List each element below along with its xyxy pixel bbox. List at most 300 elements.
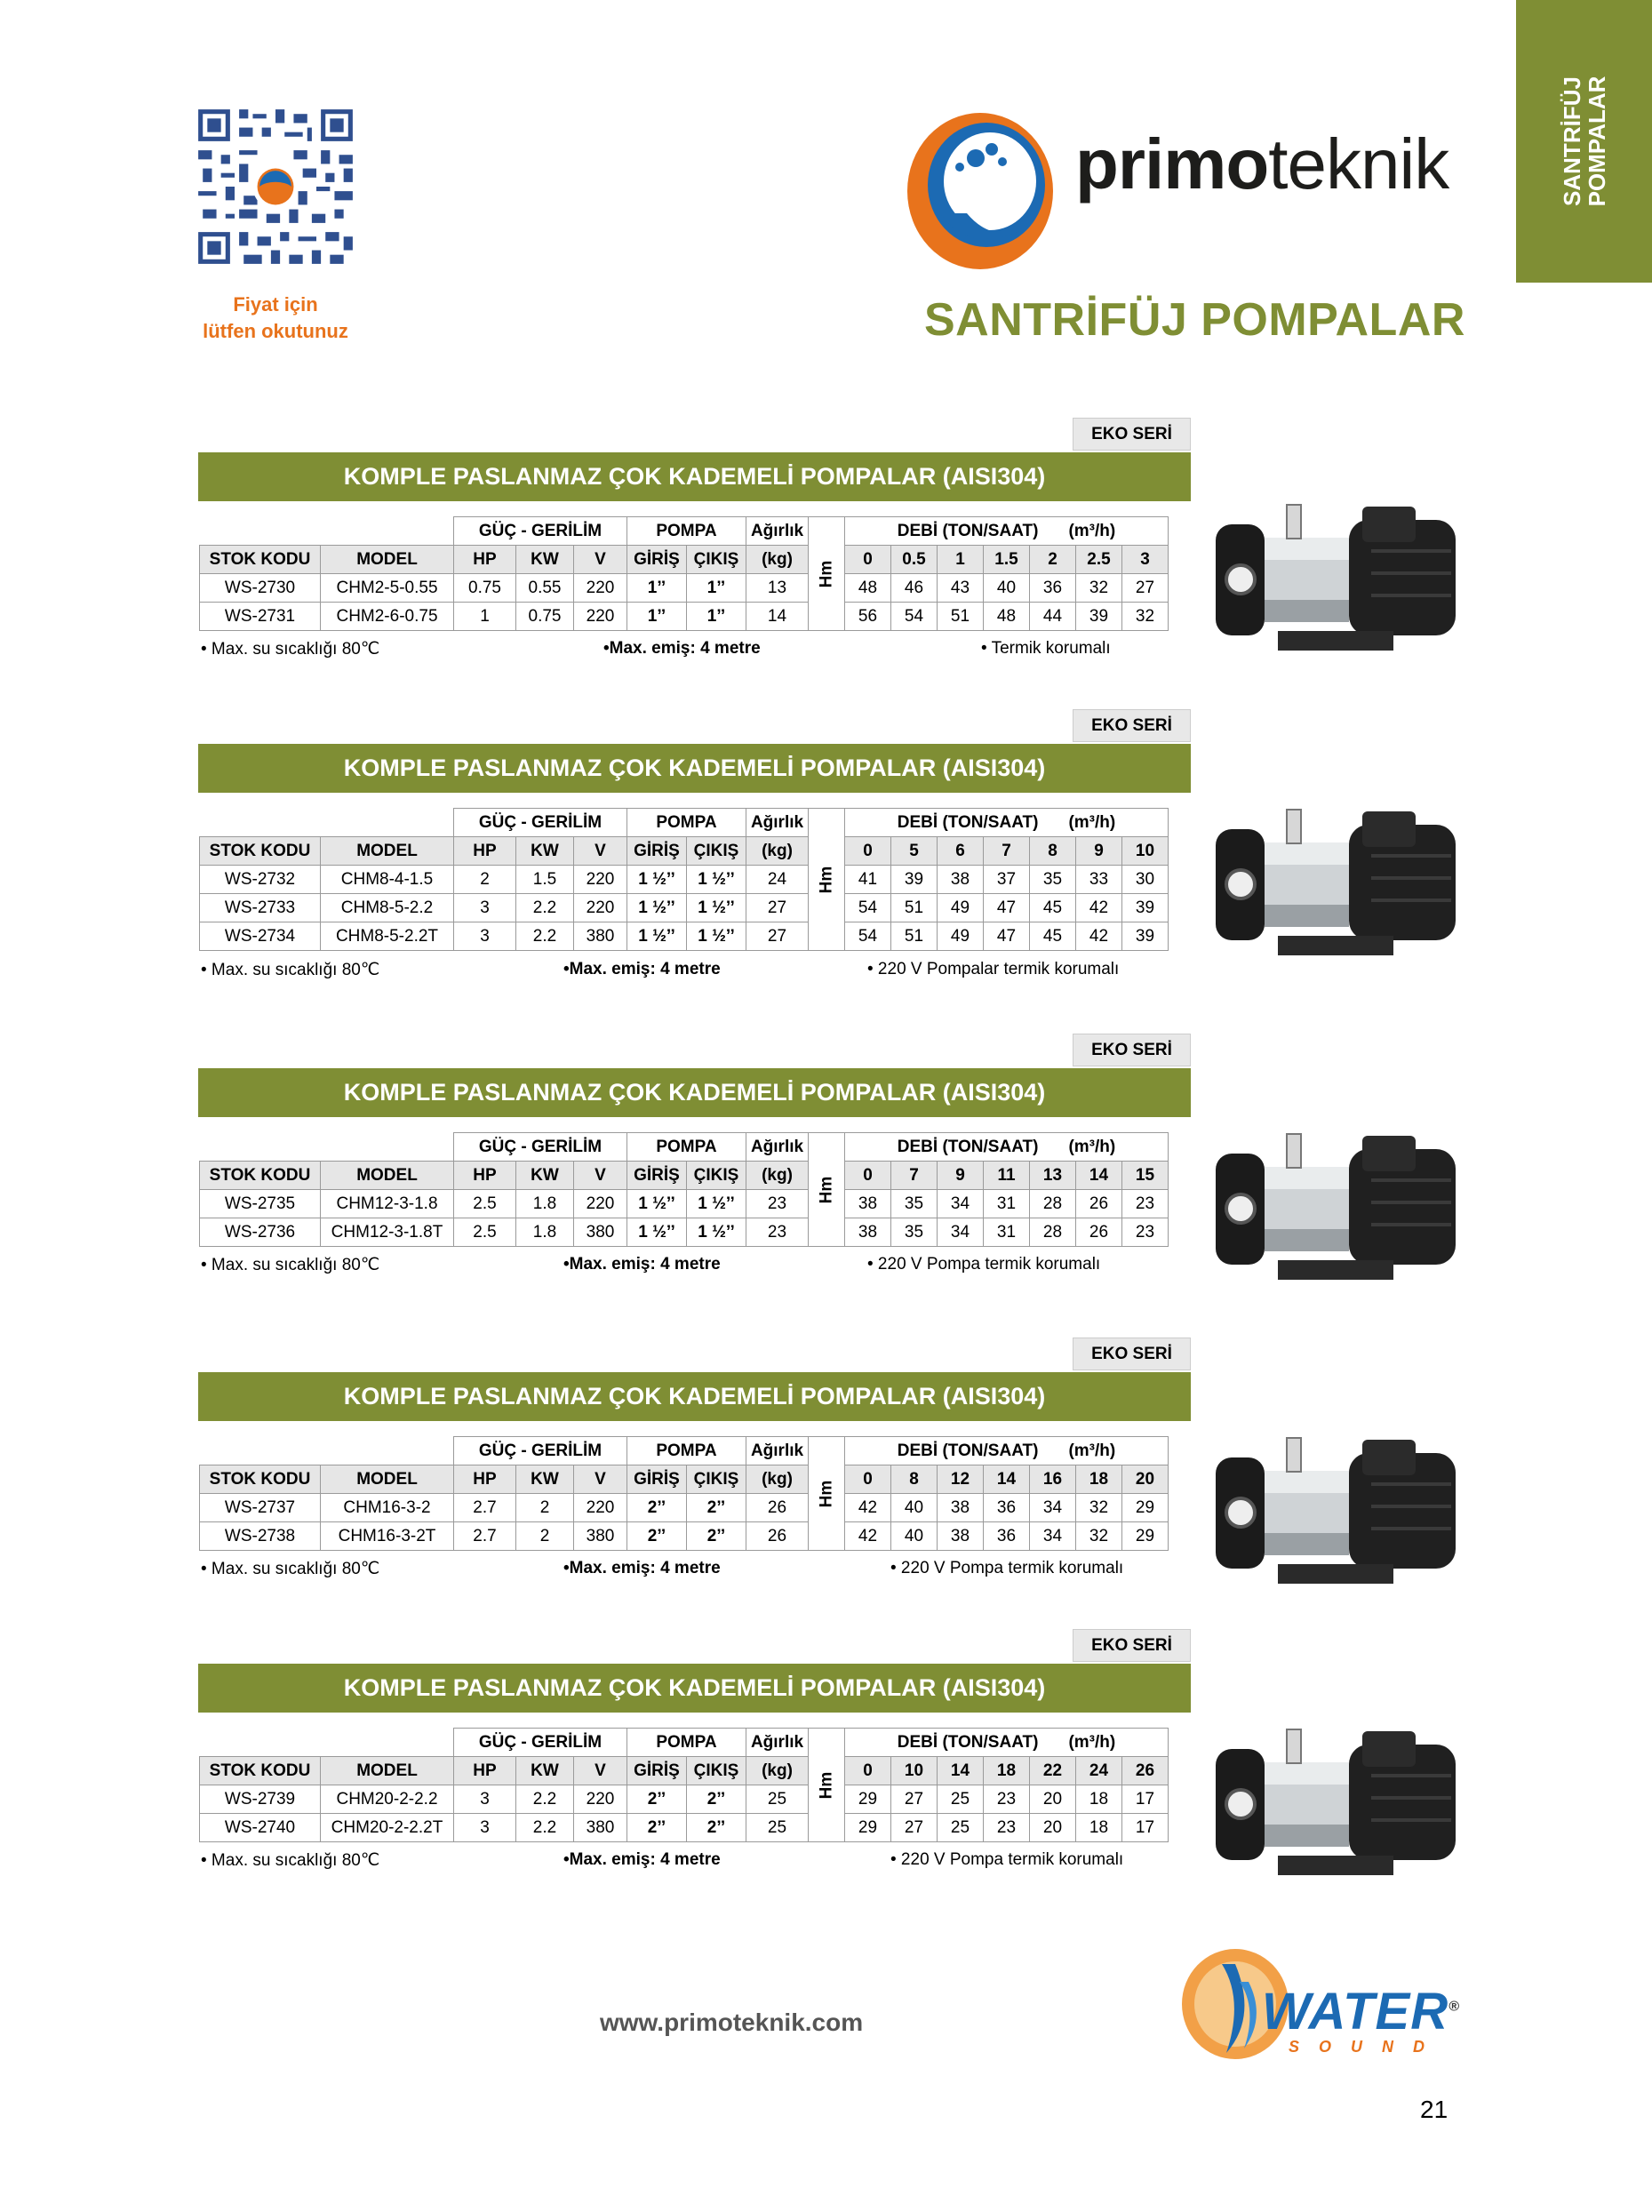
flow-label: DEBİ (TON/SAAT): [897, 1137, 1039, 1156]
group-header-row: [200, 809, 1169, 837]
group-header-flow: [845, 1133, 1169, 1162]
head-label: [809, 809, 845, 951]
group-header-flow: [845, 517, 1169, 546]
cell-head-value: 32: [1076, 574, 1122, 603]
col-flow-value: 11: [984, 1162, 1030, 1190]
head-label-text: Hm: [817, 1480, 835, 1507]
cell-weight: 25: [746, 1785, 809, 1814]
cell-outlet: 1 ½’’: [687, 894, 746, 922]
cell-head-value: 20: [1030, 1814, 1076, 1842]
cell-inlet: 1 ½’’: [627, 922, 687, 951]
group-header-row: [200, 1133, 1169, 1162]
col-kw: KW: [516, 1162, 574, 1190]
col-flow-value: 16: [1030, 1465, 1076, 1494]
note-max-suction: •Max. emiş: 4 metre: [603, 639, 761, 658]
cell-head-value: 48: [984, 603, 1030, 631]
cell-stock-code: WS-2738: [200, 1522, 321, 1551]
product-section: [0, 1338, 1652, 1604]
cell-voltage: 220: [574, 1785, 627, 1814]
section-notes: [199, 960, 1194, 986]
cell-head-value: 27: [891, 1785, 938, 1814]
water-sound-word-text: WATER: [1262, 1983, 1449, 2040]
product-section: [0, 1629, 1652, 1896]
side-tab-line1: SANTRİFÜJ: [1558, 76, 1585, 206]
cell-outlet: 2’’: [687, 1522, 746, 1551]
cell-weight: 23: [746, 1218, 809, 1247]
registered-mark: ®: [1448, 1999, 1460, 2015]
note-max-suction: •Max. emiş: 4 metre: [563, 1255, 721, 1274]
cell-stock-code: WS-2733: [200, 894, 321, 922]
cell-model: CHM12-3-1.8: [321, 1190, 454, 1218]
col-voltage: V: [574, 1162, 627, 1190]
cell-head-value: 26: [1076, 1190, 1122, 1218]
cell-head-value: 38: [845, 1218, 891, 1247]
col-flow-value: 9: [1076, 837, 1122, 866]
head-label-text: Hm: [817, 560, 835, 587]
col-model: MODEL: [321, 1162, 454, 1190]
col-flow-value: 15: [1122, 1162, 1169, 1190]
group-header-weight: Ağırlık: [746, 1437, 809, 1465]
cell-model: CHM2-6-0.75: [321, 603, 454, 631]
cell-head-value: 35: [891, 1190, 938, 1218]
cell-kw: 1.5: [516, 866, 574, 894]
cell-inlet: 1’’: [627, 574, 687, 603]
col-flow-value: 13: [1030, 1162, 1076, 1190]
empty-cell: [200, 1729, 454, 1757]
cell-head-value: 51: [891, 894, 938, 922]
cell-voltage: 380: [574, 1218, 627, 1247]
col-kw: KW: [516, 837, 574, 866]
col-model: MODEL: [321, 1465, 454, 1494]
cell-model: CHM8-5-2.2: [321, 894, 454, 922]
col-flow-value: 14: [1076, 1162, 1122, 1190]
cell-outlet: 1 ½’’: [687, 922, 746, 951]
cell-head-value: 42: [1076, 894, 1122, 922]
col-hp: HP: [454, 1465, 516, 1494]
cell-voltage: 220: [574, 603, 627, 631]
cell-outlet: 1 ½’’: [687, 866, 746, 894]
head-label: [809, 1437, 845, 1551]
table-row: [200, 1785, 1169, 1814]
group-header-pump: POMPA: [627, 1729, 746, 1757]
table-row: [200, 574, 1169, 603]
cell-head-value: 29: [1122, 1522, 1169, 1551]
cell-head-value: 25: [938, 1785, 984, 1814]
cell-voltage: 220: [574, 894, 627, 922]
cell-head-value: 17: [1122, 1814, 1169, 1842]
cell-head-value: 34: [938, 1190, 984, 1218]
col-kw: KW: [516, 546, 574, 574]
cell-voltage: 380: [574, 1814, 627, 1842]
empty-cell: [200, 1133, 454, 1162]
product-section: [0, 709, 1652, 979]
col-flow-value: 7: [891, 1162, 938, 1190]
cell-model: CHM8-5-2.2T: [321, 922, 454, 951]
flow-unit: (m³/h): [1068, 1732, 1116, 1752]
col-flow-value: 3: [1122, 546, 1169, 574]
cell-weight: 25: [746, 1814, 809, 1842]
cell-head-value: 27: [891, 1814, 938, 1842]
group-header-weight: Ağırlık: [746, 1133, 809, 1162]
col-flow-value: 2: [1030, 546, 1076, 574]
col-flow-value: 0: [845, 1465, 891, 1494]
col-weight: (kg): [746, 1757, 809, 1785]
product-section: [0, 418, 1652, 684]
col-voltage: V: [574, 1465, 627, 1494]
cell-hp: 2: [454, 866, 516, 894]
col-flow-value: 20: [1122, 1465, 1169, 1494]
column-header-row: [200, 1465, 1169, 1494]
col-outlet: ÇIKIŞ: [687, 1162, 746, 1190]
empty-cell: [200, 517, 454, 546]
cell-weight: 27: [746, 922, 809, 951]
flow-unit: (m³/h): [1068, 1441, 1116, 1460]
col-outlet: ÇIKIŞ: [687, 837, 746, 866]
col-flow-value: 5: [891, 837, 938, 866]
cell-head-value: 20: [1030, 1785, 1076, 1814]
cell-head-value: 36: [984, 1494, 1030, 1522]
col-flow-value: 7: [984, 837, 1030, 866]
cell-kw: 2.2: [516, 1814, 574, 1842]
cell-head-value: 42: [1076, 922, 1122, 951]
cell-outlet: 2’’: [687, 1814, 746, 1842]
cell-hp: 2.5: [454, 1218, 516, 1247]
table-row: [200, 1190, 1169, 1218]
note-thermal-protection: • Termik korumalı: [981, 639, 1111, 658]
col-weight: (kg): [746, 837, 809, 866]
cell-weight: 26: [746, 1494, 809, 1522]
cell-kw: 2.2: [516, 894, 574, 922]
col-weight: (kg): [746, 1162, 809, 1190]
cell-head-value: 42: [845, 1522, 891, 1551]
head-label-text: Hm: [817, 1771, 835, 1799]
col-inlet: GİRİŞ: [627, 1465, 687, 1494]
group-header-row: [200, 517, 1169, 546]
cell-head-value: 46: [891, 574, 938, 603]
cell-weight: 13: [746, 574, 809, 603]
group-header-power: GÜÇ - GERİLİM: [454, 1437, 627, 1465]
group-header-row: [200, 1729, 1169, 1757]
group-header-pump: POMPA: [627, 1133, 746, 1162]
spec-table: [199, 1728, 1169, 1842]
pump-image-icon: [1216, 1713, 1464, 1891]
series-badge: EKO SERİ: [1073, 418, 1191, 451]
cell-stock-code: WS-2732: [200, 866, 321, 894]
cell-head-value: 37: [984, 866, 1030, 894]
col-flow-value: 22: [1030, 1757, 1076, 1785]
cell-hp: 3: [454, 922, 516, 951]
table-row: [200, 1522, 1169, 1551]
col-stock-code: STOK KODU: [200, 837, 321, 866]
cell-model: CHM20-2-2.2T: [321, 1814, 454, 1842]
cell-head-value: 29: [845, 1785, 891, 1814]
cell-kw: 2: [516, 1494, 574, 1522]
cell-head-value: 47: [984, 922, 1030, 951]
col-flow-value: 18: [984, 1757, 1030, 1785]
qr-caption-line1: Fiyat için: [233, 293, 318, 315]
cell-outlet: 1 ½’’: [687, 1218, 746, 1247]
spec-table: [199, 808, 1169, 951]
series-badge: EKO SERİ: [1073, 1338, 1191, 1370]
pump-image-icon: [1216, 1118, 1464, 1296]
section-title: KOMPLE PASLANMAZ ÇOK KADEMELİ POMPALAR (AISI304): [198, 744, 1191, 793]
cell-head-value: 31: [984, 1218, 1030, 1247]
cell-hp: 3: [454, 1785, 516, 1814]
cell-head-value: 51: [938, 603, 984, 631]
cell-head-value: 38: [938, 1522, 984, 1551]
note-max-suction: •Max. emiş: 4 metre: [563, 1559, 721, 1577]
cell-voltage: 220: [574, 866, 627, 894]
section-title: KOMPLE PASLANMAZ ÇOK KADEMELİ POMPALAR (AISI304): [198, 1372, 1191, 1421]
col-inlet: GİRİŞ: [627, 1162, 687, 1190]
cell-voltage: 220: [574, 1494, 627, 1522]
cell-hp: 2.7: [454, 1494, 516, 1522]
series-badge: EKO SERİ: [1073, 1629, 1191, 1662]
cell-outlet: 1 ½’’: [687, 1190, 746, 1218]
cell-head-value: 23: [1122, 1218, 1169, 1247]
product-section: [0, 1034, 1652, 1300]
cell-stock-code: WS-2735: [200, 1190, 321, 1218]
cell-head-value: 39: [891, 866, 938, 894]
cell-outlet: 1’’: [687, 603, 746, 631]
col-flow-value: 18: [1076, 1465, 1122, 1494]
flow-label: DEBİ (TON/SAAT): [897, 521, 1039, 540]
cell-head-value: 49: [938, 922, 984, 951]
cell-model: CHM2-5-0.55: [321, 574, 454, 603]
col-flow-value: 10: [1122, 837, 1169, 866]
page-title: SANTRİFÜJ POMPALAR: [924, 294, 1465, 346]
section-title: KOMPLE PASLANMAZ ÇOK KADEMELİ POMPALAR (AISI304): [198, 1664, 1191, 1713]
cell-head-value: 23: [984, 1785, 1030, 1814]
note-max-temperature: • Max. su sıcaklığı 80℃: [201, 1851, 380, 1870]
col-model: MODEL: [321, 546, 454, 574]
col-flow-value: 1.5: [984, 546, 1030, 574]
cell-head-value: 47: [984, 894, 1030, 922]
cell-head-value: 29: [845, 1814, 891, 1842]
cell-hp: 0.75: [454, 574, 516, 603]
water-sound-word: [1262, 1982, 1460, 2041]
section-notes: [199, 1850, 1194, 1877]
group-header-pump: POMPA: [627, 1437, 746, 1465]
note-max-suction: •Max. emiş: 4 metre: [563, 960, 721, 978]
table-row: [200, 603, 1169, 631]
cell-stock-code: WS-2736: [200, 1218, 321, 1247]
col-voltage: V: [574, 546, 627, 574]
cell-outlet: 1’’: [687, 574, 746, 603]
cell-inlet: 2’’: [627, 1494, 687, 1522]
col-flow-value: 14: [984, 1465, 1030, 1494]
flow-label: DEBİ (TON/SAAT): [897, 1732, 1039, 1752]
col-inlet: GİRİŞ: [627, 837, 687, 866]
cell-hp: 1: [454, 603, 516, 631]
head-label: [809, 517, 845, 631]
col-inlet: GİRİŞ: [627, 546, 687, 574]
column-header-row: [200, 1162, 1169, 1190]
pump-image-icon: [1216, 794, 1464, 971]
cell-model: CHM8-4-1.5: [321, 866, 454, 894]
qr-code-icon[interactable]: [194, 105, 357, 268]
cell-head-value: 48: [845, 574, 891, 603]
website-link[interactable]: www.primoteknik.com: [600, 2008, 864, 2036]
cell-head-value: 27: [1122, 574, 1169, 603]
section-title: KOMPLE PASLANMAZ ÇOK KADEMELİ POMPALAR (AISI304): [198, 1068, 1191, 1117]
cell-head-value: 34: [1030, 1494, 1076, 1522]
column-header-row: [200, 1757, 1169, 1785]
side-category-tab: [1516, 0, 1652, 283]
cell-head-value: 49: [938, 894, 984, 922]
col-flow-value: 8: [1030, 837, 1076, 866]
cell-head-value: 56: [845, 603, 891, 631]
note-max-temperature: • Max. su sıcaklığı 80℃: [201, 961, 380, 979]
cell-hp: 2.5: [454, 1190, 516, 1218]
cell-inlet: 1 ½’’: [627, 1190, 687, 1218]
cell-voltage: 380: [574, 1522, 627, 1551]
table-row: [200, 1494, 1169, 1522]
cell-head-value: 32: [1076, 1494, 1122, 1522]
cell-head-value: 38: [938, 1494, 984, 1522]
cell-head-value: 38: [845, 1190, 891, 1218]
cell-inlet: 1 ½’’: [627, 1218, 687, 1247]
cell-head-value: 28: [1030, 1218, 1076, 1247]
qr-caption-line2: lütfen okutunuz: [203, 320, 348, 342]
section-notes: [199, 639, 1194, 666]
cell-head-value: 18: [1076, 1814, 1122, 1842]
cell-inlet: 1’’: [627, 603, 687, 631]
water-sound-subword: SOUND: [1289, 2038, 1445, 2056]
note-thermal-protection: • 220 V Pompa termik korumalı: [890, 1559, 1124, 1577]
head-label: [809, 1729, 845, 1842]
cell-inlet: 2’’: [627, 1814, 687, 1842]
col-flow-value: 26: [1122, 1757, 1169, 1785]
series-badge: EKO SERİ: [1073, 709, 1191, 742]
cell-head-value: 35: [1030, 866, 1076, 894]
cell-hp: 3: [454, 1814, 516, 1842]
col-flow-value: 0: [845, 837, 891, 866]
cell-head-value: 40: [891, 1522, 938, 1551]
side-tab-line2: POMPALAR: [1583, 76, 1610, 207]
column-header-row: [200, 546, 1169, 574]
brand-name: [1075, 124, 1448, 204]
cell-hp: 2.7: [454, 1522, 516, 1551]
cell-head-value: 51: [891, 922, 938, 951]
head-label: [809, 1133, 845, 1247]
col-stock-code: STOK KODU: [200, 1162, 321, 1190]
pump-image-icon: [1216, 489, 1464, 667]
group-header-flow: [845, 809, 1169, 837]
page-number: 21: [1420, 2096, 1448, 2123]
col-stock-code: STOK KODU: [200, 546, 321, 574]
col-flow-value: 9: [938, 1162, 984, 1190]
spec-table: [199, 1436, 1169, 1551]
cell-kw: 2.2: [516, 922, 574, 951]
cell-head-value: 34: [1030, 1522, 1076, 1551]
cell-stock-code: WS-2737: [200, 1494, 321, 1522]
cell-head-value: 43: [938, 574, 984, 603]
cell-head-value: 33: [1076, 866, 1122, 894]
qr-caption: [169, 291, 382, 345]
cell-head-value: 25: [938, 1814, 984, 1842]
cell-head-value: 36: [984, 1522, 1030, 1551]
brand-name-bold: primo: [1075, 124, 1269, 204]
col-kw: KW: [516, 1465, 574, 1494]
cell-head-value: 45: [1030, 922, 1076, 951]
table-row: [200, 1218, 1169, 1247]
group-header-row: [200, 1437, 1169, 1465]
cell-inlet: 1 ½’’: [627, 894, 687, 922]
cell-hp: 3: [454, 894, 516, 922]
cell-head-value: 23: [984, 1814, 1030, 1842]
cell-head-value: 29: [1122, 1494, 1169, 1522]
note-max-suction: •Max. emiş: 4 metre: [563, 1850, 721, 1869]
col-weight: (kg): [746, 1465, 809, 1494]
cell-weight: 27: [746, 894, 809, 922]
group-header-power: GÜÇ - GERİLİM: [454, 809, 627, 837]
table-row: [200, 922, 1169, 951]
cell-weight: 14: [746, 603, 809, 631]
primoteknik-logo-icon: [905, 107, 1056, 276]
section-notes: [199, 1559, 1194, 1585]
group-header-power: GÜÇ - GERİLİM: [454, 1729, 627, 1757]
col-hp: HP: [454, 1162, 516, 1190]
col-hp: HP: [454, 1757, 516, 1785]
cell-head-value: 18: [1076, 1785, 1122, 1814]
col-flow-value: 2.5: [1076, 546, 1122, 574]
head-label-text: Hm: [817, 1176, 835, 1203]
cell-kw: 1.8: [516, 1218, 574, 1247]
section-title: KOMPLE PASLANMAZ ÇOK KADEMELİ POMPALAR (AISI304): [198, 452, 1191, 501]
cell-stock-code: WS-2734: [200, 922, 321, 951]
cell-head-value: 34: [938, 1218, 984, 1247]
cell-stock-code: WS-2740: [200, 1814, 321, 1842]
col-voltage: V: [574, 837, 627, 866]
section-notes: [199, 1255, 1194, 1282]
cell-outlet: 2’’: [687, 1785, 746, 1814]
cell-head-value: 26: [1076, 1218, 1122, 1247]
cell-head-value: 40: [984, 574, 1030, 603]
head-label-text: Hm: [817, 866, 835, 893]
cell-kw: 0.55: [516, 574, 574, 603]
flow-label: DEBİ (TON/SAAT): [897, 1441, 1039, 1460]
cell-head-value: 30: [1122, 866, 1169, 894]
col-flow-value: 0: [845, 1757, 891, 1785]
flow-label: DEBİ (TON/SAAT): [897, 812, 1039, 832]
col-flow-value: 1: [938, 546, 984, 574]
spec-table: [199, 516, 1169, 631]
cell-head-value: 44: [1030, 603, 1076, 631]
col-flow-value: 6: [938, 837, 984, 866]
group-header-pump: POMPA: [627, 809, 746, 837]
cell-kw: 2.2: [516, 1785, 574, 1814]
cell-kw: 2: [516, 1522, 574, 1551]
col-outlet: ÇIKIŞ: [687, 1465, 746, 1494]
cell-head-value: 17: [1122, 1785, 1169, 1814]
cell-model: CHM16-3-2: [321, 1494, 454, 1522]
cell-kw: 1.8: [516, 1190, 574, 1218]
cell-head-value: 54: [891, 603, 938, 631]
cell-head-value: 39: [1122, 894, 1169, 922]
col-weight: (kg): [746, 546, 809, 574]
group-header-weight: Ağırlık: [746, 517, 809, 546]
flow-unit: (m³/h): [1068, 521, 1116, 540]
col-outlet: ÇIKIŞ: [687, 546, 746, 574]
cell-kw: 0.75: [516, 603, 574, 631]
table-row: [200, 894, 1169, 922]
cell-inlet: 1 ½’’: [627, 866, 687, 894]
cell-head-value: 40: [891, 1494, 938, 1522]
col-flow-value: 10: [891, 1757, 938, 1785]
cell-voltage: 220: [574, 1190, 627, 1218]
cell-head-value: 31: [984, 1190, 1030, 1218]
